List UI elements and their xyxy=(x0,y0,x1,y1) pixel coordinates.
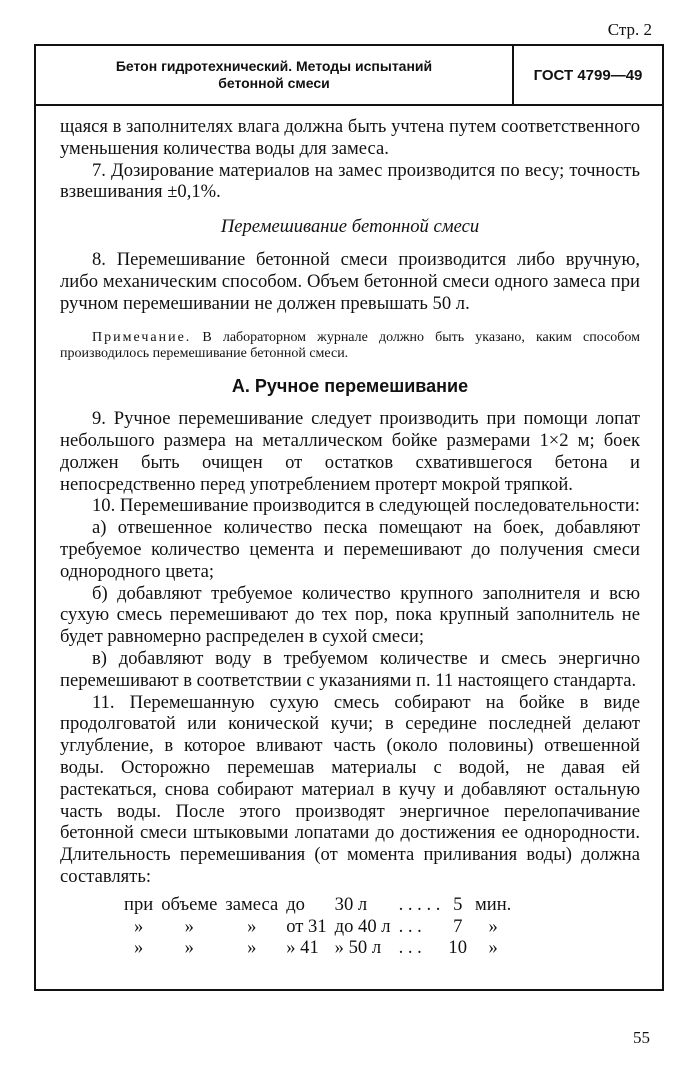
section-heading-mixing: Перемешивание бетонной смеси xyxy=(220,216,480,238)
table-cell: 5 xyxy=(453,893,463,915)
table-cell: » 50 л xyxy=(334,937,382,959)
note-label: Примечание. xyxy=(92,330,192,346)
table-cell: при xyxy=(124,893,154,915)
table-cell: . . . xyxy=(398,937,422,959)
table-cell: . . . . . xyxy=(398,893,441,915)
table-row xyxy=(120,894,515,916)
paragraph-10b: б) добавляют требуемое количество крупного заполнителя и всю сухую смесь перемешивают до тех пор, пока крупный заполнитель не будет равномерно распределен в сухой смеси; xyxy=(60,582,640,648)
table-cell: » xyxy=(488,937,498,959)
note-text: В лабораторном журнале должно быть указано, каким способом производилось перемешивание бетонной смеси. xyxy=(60,330,640,362)
table-cell: » xyxy=(133,937,144,959)
table-cell: » xyxy=(247,937,257,959)
table-cell: » xyxy=(184,915,194,937)
document-frame xyxy=(34,44,664,991)
table-cell: » xyxy=(184,937,194,959)
paragraph-10c: в) добавляют воду в требуемом количестве и смесь энергично перемешивают в соответствии с указаниями п. 11 настоящего стандарта. xyxy=(60,647,640,691)
table-cell: 7 xyxy=(453,915,463,937)
standard-code: ГОСТ 4799—49 xyxy=(533,66,643,84)
paragraph-10a: а) отвешенное количество песка помещают на боек, добавляют требуемое количество цемента и перемешивают до получения смеси однородного цвета; xyxy=(60,517,640,582)
table-cell: » xyxy=(247,915,257,937)
standard-title xyxy=(36,46,514,104)
section-heading-manual: А. Ручное перемешивание xyxy=(231,376,469,397)
table-cell: 30 л xyxy=(334,893,368,915)
table-row xyxy=(120,916,515,938)
standard-title-line1: Бетон гидротехнический. Методы испытаний xyxy=(115,58,433,74)
mixing-duration-table xyxy=(120,894,515,959)
page-label: Стр. 2 xyxy=(607,20,652,39)
paragraph-8: 8. Перемешивание бетонной смеси производится либо вручную, либо механическим способом. Объем бетонной смеси одного замеса при ручном перемешивании не должен превышать 50 л. xyxy=(60,248,640,314)
table-cell: . . . xyxy=(398,915,422,937)
page-number: 55 xyxy=(633,1028,650,1047)
note xyxy=(60,330,640,362)
table-cell: » 41 xyxy=(286,937,319,959)
table-cell: » xyxy=(488,915,498,937)
table-cell: от 31 xyxy=(286,915,327,937)
table-cell: 10 xyxy=(448,937,468,959)
paragraph-10: 10. Перемешивание производится в следующей последовательности: xyxy=(92,495,640,517)
paragraph-11: 11. Перемешанную сухую смесь собирают на бойке в виде продолговатой или конической кучи; в середине последней делают углубление, в которое вливают часть (около половины) отвешенной воды. Осторожно перемешав материалы с водой, не давая ей растекаться, снова собирают материал в кучу и добавляют остальную часть воды. После этого производят энергичное перелопачивание бетонной смеси штыковыми лопатами до достижения ее однородности. Длительность перемешивания (от момента приливания воды) должна составлять: xyxy=(60,691,640,887)
table-cell: объеме xyxy=(161,893,218,915)
table-cell: замеса xyxy=(225,893,279,915)
table-cell: мин. xyxy=(475,893,512,915)
paragraph-7: 7. Дозирование материалов на замес производится по весу; точность взвешивания ±0,1%. xyxy=(60,159,640,203)
standard-title-line2: бетонной смеси xyxy=(218,75,330,91)
document-header xyxy=(36,46,662,106)
paragraph-9: 9. Ручное перемешивание следует производить при помощи лопат небольшого размера на металлическом бойке размерами 1×2 м; боек должен быть очищен от остатков схватившегося бетона и непосредственно перед употреблением протерт мокрой тряпкой. xyxy=(60,408,640,495)
document-body xyxy=(36,106,662,959)
table-cell: до 40 л xyxy=(334,915,391,937)
table-row xyxy=(120,937,515,959)
table-cell: до xyxy=(286,893,305,915)
paragraph-continuation: щаяся в заполнителях влага должна быть учтена путем соответственного уменьшения количества воды для замеса. xyxy=(60,116,640,159)
table-cell: » xyxy=(133,915,144,937)
